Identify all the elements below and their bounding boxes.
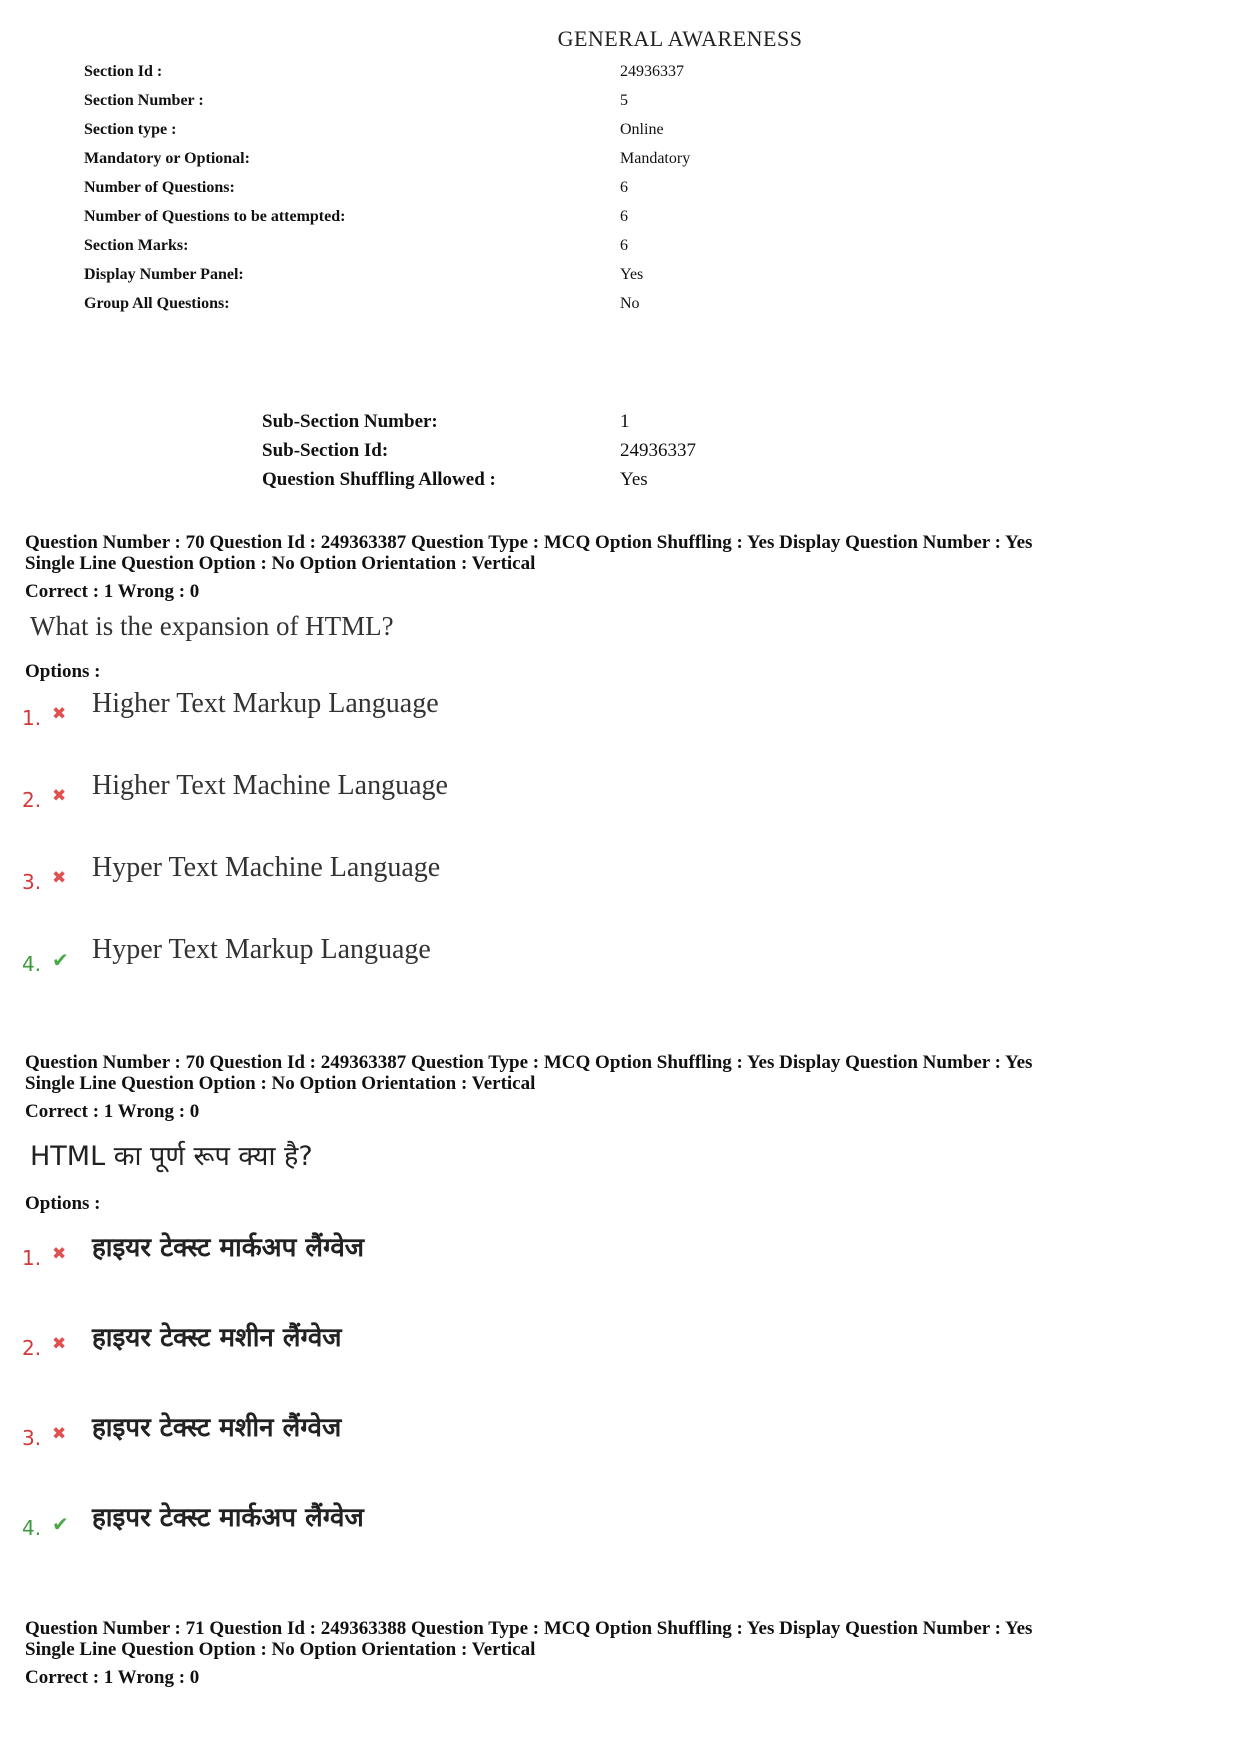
section-number-label: Section Number :: [84, 92, 204, 109]
option-text: हाइपर टेक्स्ट मार्कअप लैंग्वेज: [92, 1503, 364, 1533]
option-number: 4.: [22, 952, 42, 976]
subsection-id-value: 24936337: [620, 440, 696, 461]
option-number: 2.: [22, 788, 42, 812]
question-header-line1: Question Number : 70 Question Id : 249363387 Question Type : MCQ Option Shuffling : Yes Display Question Number : Yes: [25, 1052, 1033, 1073]
section-marks-value: 6: [620, 237, 628, 254]
cross-icon: ✖: [52, 786, 67, 806]
subsection-id-label: Sub-Section Id:: [262, 440, 389, 461]
option-text: हाइयर टेक्स्ट मार्कअप लैंग्वेज: [92, 1233, 365, 1263]
option-number: 3.: [22, 1426, 42, 1450]
section-id-label: Section Id :: [84, 63, 163, 80]
question-text: What is the expansion of HTML?: [30, 611, 394, 641]
subsection-number-value: 1: [620, 411, 630, 432]
option-number: 1.: [22, 706, 42, 730]
question-marks-line: Correct : 1 Wrong : 0: [25, 1101, 200, 1122]
question-header-line1: Question Number : 70 Question Id : 249363387 Question Type : MCQ Option Shuffling : Yes Display Question Number : Yes: [25, 532, 1033, 553]
group-all-label: Group All Questions:: [84, 295, 230, 312]
check-icon: ✔: [52, 1512, 69, 1536]
option-item: [22, 1498, 722, 1548]
option-number: 2.: [22, 1336, 42, 1360]
option-item: [22, 1228, 722, 1278]
option-item: [22, 688, 722, 738]
section-number-value: 5: [620, 92, 628, 109]
question-header-line2: Single Line Question Option : No Option Orientation : Vertical: [25, 1073, 536, 1094]
question-text: HTML का पूर्ण रूप क्या है?: [30, 1141, 313, 1172]
options-label: Options :: [25, 661, 101, 682]
option-number: 1.: [22, 1246, 42, 1270]
mandatory-label: Mandatory or Optional:: [84, 150, 250, 167]
question-marks-line: Correct : 1 Wrong : 0: [25, 581, 200, 602]
option-text: Hyper Text Machine Language: [92, 852, 441, 883]
option-item: [22, 852, 722, 902]
option-text: Hyper Text Markup Language: [92, 934, 431, 965]
option-text: हाइपर टेक्स्ट मशीन लैंग्वेज: [92, 1413, 342, 1443]
option-text: Higher Text Markup Language: [92, 688, 439, 719]
question-header-line1: Question Number : 71 Question Id : 249363388 Question Type : MCQ Option Shuffling : Yes Display Question Number : Yes: [25, 1618, 1033, 1639]
option-text: Higher Text Machine Language: [92, 770, 448, 801]
mandatory-value: Mandatory: [620, 150, 691, 167]
question-header-line2: Single Line Question Option : No Option Orientation : Vertical: [25, 553, 536, 574]
section-type-value: Online: [620, 121, 664, 138]
num-questions-value: 6: [620, 179, 628, 196]
option-item: [22, 1408, 722, 1458]
section-marks-label: Section Marks:: [84, 237, 189, 254]
section-id-value: 24936337: [620, 63, 684, 80]
cross-icon: ✖: [52, 868, 67, 888]
group-all-value: No: [620, 295, 640, 312]
cross-icon: ✖: [52, 1244, 67, 1264]
option-number: 3.: [22, 870, 42, 894]
options-label: Options :: [25, 1193, 101, 1214]
option-text: हाइयर टेक्स्ट मशीन लैंग्वेज: [92, 1323, 342, 1353]
section-title: GENERAL AWARENESS: [557, 26, 803, 51]
cross-icon: ✖: [52, 1334, 67, 1354]
option-number: 4.: [22, 1516, 42, 1540]
display-panel-label: Display Number Panel:: [84, 266, 244, 283]
section-type-label: Section type :: [84, 121, 177, 138]
option-item: [22, 770, 722, 820]
num-attempt-label: Number of Questions to be attempted:: [84, 208, 346, 225]
cross-icon: ✖: [52, 1424, 67, 1444]
shuffling-allowed-value: Yes: [620, 469, 648, 490]
cross-icon: ✖: [52, 704, 67, 724]
display-panel-value: Yes: [620, 266, 644, 283]
option-item: [22, 1318, 722, 1368]
option-item: [22, 934, 722, 984]
check-icon: ✔: [52, 948, 69, 972]
num-questions-label: Number of Questions:: [84, 179, 235, 196]
question-header-line2: Single Line Question Option : No Option Orientation : Vertical: [25, 1639, 536, 1660]
question-marks-line: Correct : 1 Wrong : 0: [25, 1667, 200, 1688]
shuffling-allowed-label: Question Shuffling Allowed :: [262, 469, 496, 490]
num-attempt-value: 6: [620, 208, 628, 225]
subsection-number-label: Sub-Section Number:: [262, 411, 438, 432]
